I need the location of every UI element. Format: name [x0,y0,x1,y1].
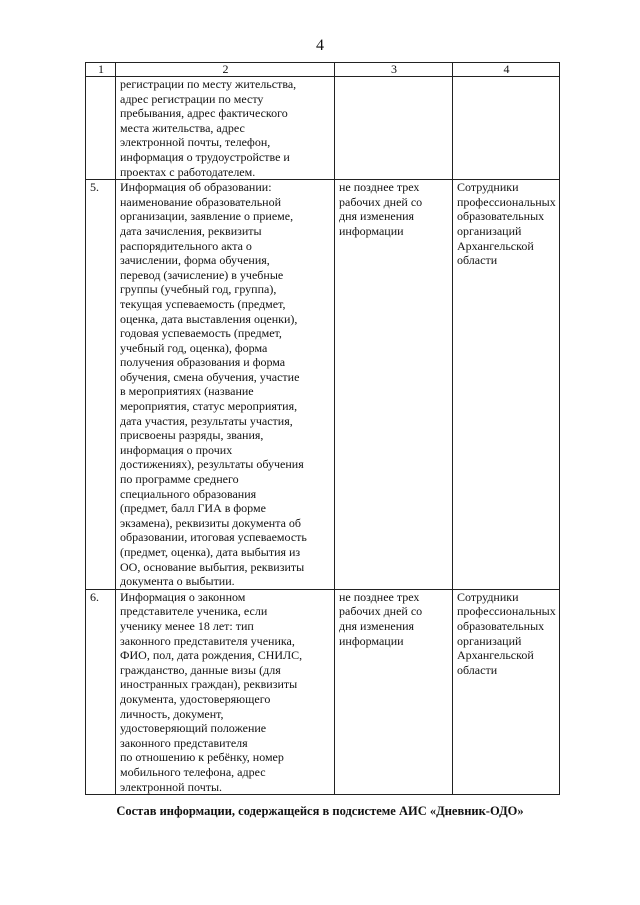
responsible-cell: Сотрудники профессиональных образовательных организаций Архангельской области [453,589,560,794]
header-cell-4: 4 [453,63,560,77]
info-cell: Информация о законном представителе ученика, если ученику менее 18 лет: тип законного представителя ученика, ФИО, пол, дата рождения, СНИЛС, гражданство, данные визы (для иностранных граждан), реквизиты документа, удостоверяющего личность, документ, удостоверяющий положение законного представителя по отношению к ребёнку, номер мобильного телефона, адрес электронной почты. [116,589,335,794]
info-cell: регистрации по месту жительства, адрес регистрации по месту пребывания, адрес фактического места жительства, адрес электронной почты, телефон, информация о трудоустройстве и проектах с работодателем. [116,77,335,180]
header-cell-2: 2 [116,63,335,77]
row-number [86,77,116,180]
term-cell: не позднее трех рабочих дней со дня изменения информации [335,180,453,590]
data-table [85,62,560,795]
header-cell-1: 1 [86,63,116,77]
section-title: Состав информации, содержащейся в подсистеме АИС «Дневник-ОДО» [116,804,524,818]
table-row [86,180,560,590]
table-row [86,77,560,180]
term-cell [335,77,453,180]
info-cell: Информация об образовании: наименование образовательной организации, заявление о приеме, дата зачисления, реквизиты распорядительного акта о зачислении, форма обучения, перевод (зачисление) в учебные группы (учебный год, группа), текущая успеваемость (предмет, оценка, дата выставления оценки), годовая успеваемость (предмет, учебный год, оценка), форма получения образования и форма обучения, смена обучения, участие в мероприятиях (название мероприятия, статус мероприятия, дата участия, результаты участия, присвоены разряды, звания, информация о прочих достижениях), результаты обучения по программе среднего специального образования (предмет, балл ГИА в форме экзамена), реквизиты документа об образовании, итоговая успеваемость (предмет, оценка), дата выбытия из ОО, основание выбытия, реквизиты документа о выбытии. [116,180,335,590]
term-cell: не позднее трех рабочих дней со дня изменения информации [335,589,453,794]
page-number: 4 [316,37,324,54]
table-row [86,589,560,794]
responsible-cell [453,77,560,180]
header-cell-3: 3 [335,63,453,77]
row-number: 5. [86,180,116,590]
responsible-cell: Сотрудники профессиональных образовательных организаций Архангельской области [453,180,560,590]
table-header-row [86,63,560,77]
row-number: 6. [86,589,116,794]
